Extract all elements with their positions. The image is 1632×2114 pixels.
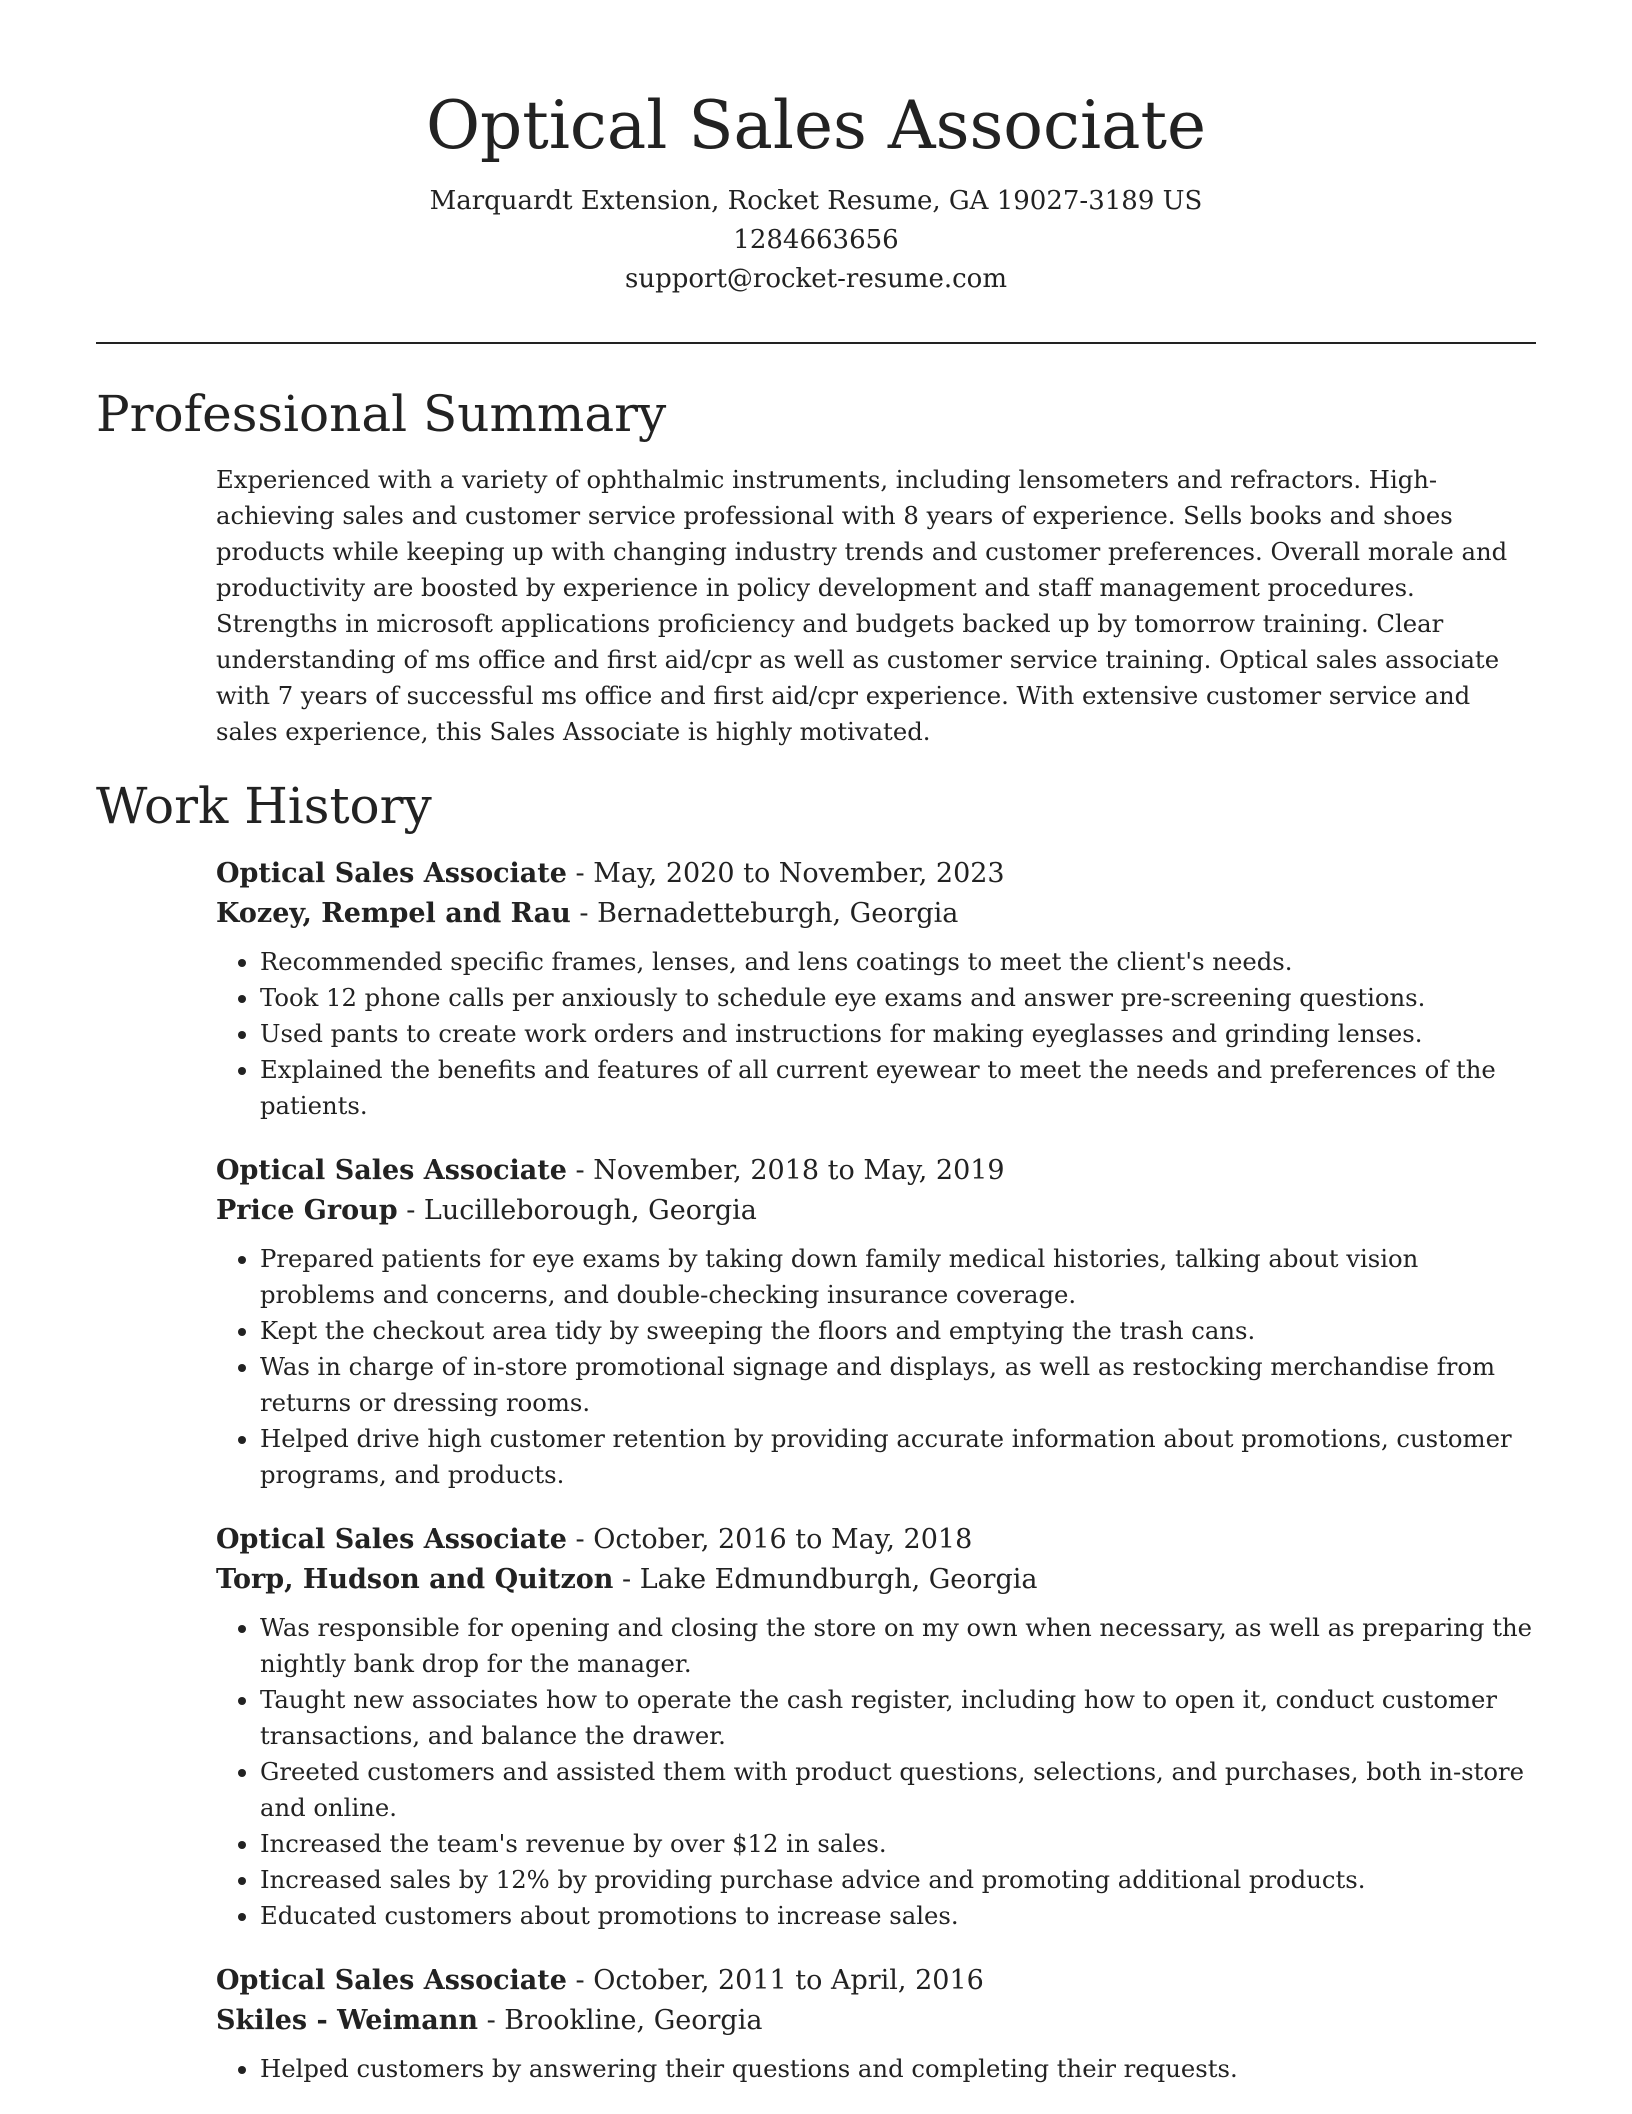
job-company-line [216,894,1536,934]
job-bullet: • Was in charge of in-store promotional signage and displays, as well as restocking merchandise from returns or dressing rooms. [260,1349,1536,1421]
job-company-line [216,1191,1536,1231]
job-bullet: • Used pants to create work orders and instructions for making eyeglasses and grinding lenses. [260,1016,1536,1052]
job-dates: November, 2018 to May, 2019 [593,1155,1005,1186]
job-bullet: • Increased sales by 12% by providing purchase advice and promoting additional products. [260,1862,1536,1898]
job-title: Optical Sales Associate [216,858,567,889]
job-title-line [216,854,1536,894]
separator: - [566,1965,594,1996]
job-title-line [216,1961,1536,2001]
header-divider [96,342,1536,344]
job-bullet: • Educated customers about promotions to increase sales. [260,1898,1536,1934]
job-title-line [216,1151,1536,1191]
job-bullet: • Kept the checkout area tidy by sweeping the floors and emptying the trash cans. [260,1313,1536,1349]
job-company: Torp, Hudson and Quitzon [216,1564,614,1595]
job-bullets [216,944,1536,1124]
separator: - [566,1155,594,1186]
job-bullet: • Recommended specific frames, lenses, and lens coatings to meet the client's needs. [260,944,1536,980]
job-dates: May, 2020 to November, 2023 [593,858,1005,889]
job-entry [216,1961,1536,2087]
job-dates: October, 2016 to May, 2018 [593,1524,973,1555]
job-entry [216,854,1536,1124]
job-location: Lake Edmundburgh, Georgia [639,1564,1038,1595]
job-dates: October, 2011 to April, 2016 [593,1965,984,1996]
job-bullet: • Was responsible for opening and closing the store on my own when necessary, as well as preparing the nightly bank drop for the manager. [260,1610,1536,1682]
job-title: Optical Sales Associate [216,1965,567,1996]
work-history-list [216,854,1536,2114]
separator: - [397,1195,424,1226]
separator: - [477,2005,505,2036]
job-bullet: • Prepared patients for eye exams by taking down family medical histories, talking about vision problems and concerns, and double-checking insurance coverage. [260,1241,1536,1313]
job-company-line [216,2001,1536,2041]
job-bullets [216,1610,1536,1934]
job-bullet: • Greeted customers and assisted them with product questions, selections, and purchases, both in-store and online. [260,1754,1536,1826]
contact-info [96,182,1536,299]
job-entry [216,1520,1536,1934]
job-entry [216,1151,1536,1493]
separator: - [566,858,594,889]
phone: 1284663656 [733,225,899,255]
separator: - [566,1524,594,1555]
candidate-name: Optical Sales Associate [425,87,1207,164]
resume-header [96,80,1536,299]
work-history-heading: Work History [96,777,432,835]
job-company: Skiles - Weimann [216,2005,478,2036]
job-bullet: • Helped customers by answering their questions and completing their requests. [260,2051,1536,2087]
job-bullets [216,1241,1536,1493]
job-bullet: • Helped drive high customer retention by providing accurate information about promotions, customer programs, and products. [260,1421,1536,1493]
address: Marquardt Extension, Rocket Resume, GA 19027-3189 US [429,186,1203,216]
email: support@rocket-resume.com [624,264,1007,294]
job-location: Bernadetteburgh, Georgia [597,898,959,929]
job-location: Brookline, Georgia [504,2005,763,2036]
job-title: Optical Sales Associate [216,1155,567,1186]
separator: - [570,898,598,929]
job-title-line [216,1520,1536,1560]
summary-heading: Professional Summary [96,385,667,443]
job-company-line [216,1560,1536,1600]
job-location: Lucilleborough, Georgia [423,1195,757,1226]
separator: - [613,1564,640,1595]
job-title: Optical Sales Associate [216,1524,567,1555]
summary-text: Experienced with a variety of ophthalmic instruments, including lensometers and refractors. High-achieving sales and customer service professional with 8 years of experience. Sells books and shoes products while keeping up with changing industry trends and customer preferences. Overall morale and productivity are boosted by experience in policy development and staff management procedures. Strengths in microsoft applications proficiency and budgets backed up by tomorrow training. Clear understanding of ms office and first aid/cpr as well as customer service training. Optical sales associate with 7 years of successful ms office and first aid/cpr experience. With extensive customer service and sales experience, this Sales Associate is highly motivated. [216,465,1508,746]
job-company: Kozey, Rempel and Rau [216,898,571,929]
job-company: Price Group [216,1195,398,1226]
job-bullets [216,2051,1536,2087]
job-bullet: • Taught new associates how to operate the cash register, including how to open it, conduct customer transactions, and balance the drawer. [260,1682,1536,1754]
job-bullet: • Increased the team's revenue by over $12 in sales. [260,1826,1536,1862]
job-bullet: • Took 12 phone calls per anxiously to schedule eye exams and answer pre-screening questions. [260,980,1536,1016]
job-bullet: • Explained the benefits and features of all current eyewear to meet the needs and preferences of the patients. [260,1052,1536,1124]
